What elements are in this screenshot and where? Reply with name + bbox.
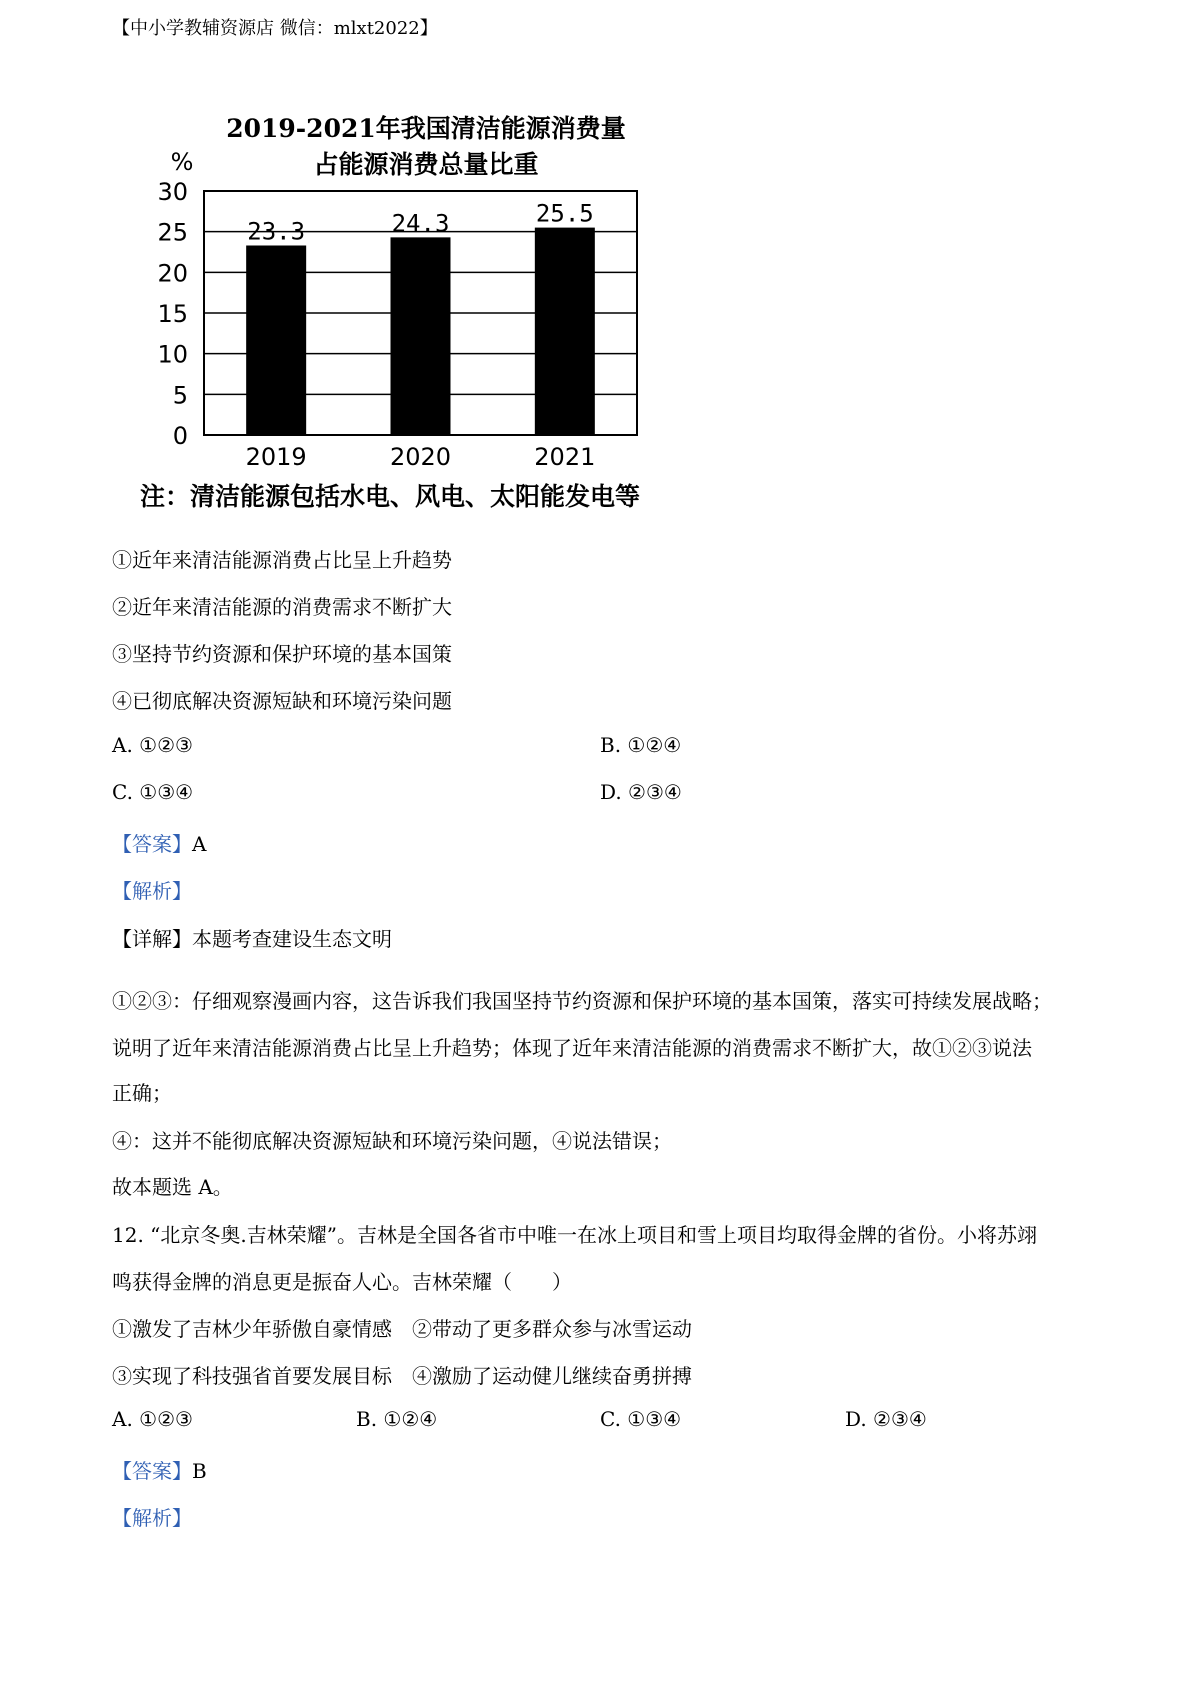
q12-items-line2: ③实现了科技强省首要发展目标 ④激励了运动健儿继续奋勇拼搏 bbox=[112, 1364, 692, 1388]
answer-value: A bbox=[192, 832, 207, 856]
x-tick-label: 2021 bbox=[534, 443, 596, 471]
q12-analysis-tag: 【解析】 bbox=[112, 1506, 192, 1530]
data-label: 24.3 bbox=[391, 209, 450, 238]
chart-bars bbox=[246, 228, 595, 435]
q11-option-c: C. ①③④ bbox=[112, 780, 194, 804]
y-tick-label: 30 bbox=[157, 178, 188, 206]
chart-title-line2: 占能源消费总量比重 bbox=[313, 150, 539, 179]
q11-answer bbox=[112, 828, 206, 857]
bar-chart bbox=[140, 110, 680, 520]
y-tick-label: 20 bbox=[157, 259, 188, 288]
q12-option-c: C. ①③④ bbox=[600, 1407, 682, 1431]
q12-stem-line2: 鸣获得金牌的消息更是振奋人心。吉林荣耀（ ） bbox=[112, 1270, 572, 1294]
q11-explanation-line2: 说明了近年来清洁能源消费占比呈上升趋势；体现了近年来清洁能源的消费需求不断扩大，故①②③说法 bbox=[112, 1036, 1032, 1060]
chart-title-line1: 2019-2021年我国清洁能源消费量 bbox=[226, 114, 626, 143]
q11-detail: 【详解】本题考查建设生态文明 bbox=[112, 927, 392, 951]
q12-stem-line1: 12. “北京冬奥.吉林荣耀”。吉林是全国各省市中唯一在冰上项目和雪上项目均取得金牌的省份。小将苏翊 bbox=[112, 1223, 1037, 1247]
data-label: 23.3 bbox=[247, 217, 306, 246]
q11-item-2: ②近年来清洁能源的消费需求不断扩大 bbox=[112, 595, 452, 619]
y-tick-labels bbox=[157, 178, 188, 450]
q11-item-1: ①近年来清洁能源消费占比呈上升趋势 bbox=[112, 548, 452, 572]
page-header: 【中小学教辅资源店 微信：mlxt2022】 bbox=[112, 18, 438, 39]
q11-option-a: A. ①②③ bbox=[112, 733, 193, 757]
q11-item-4: ④已彻底解决资源短缺和环境污染问题 bbox=[112, 689, 452, 713]
q11-explanation-line1: ①②③：仔细观察漫画内容，这告诉我们我国坚持节约资源和保护环境的基本国策，落实可持续发展战略； bbox=[112, 989, 1052, 1013]
y-tick-label: 15 bbox=[157, 300, 188, 328]
x-tick-label: 2019 bbox=[245, 443, 307, 471]
chart-note: 注：清洁能源包括水电、风电、太阳能发电等 bbox=[140, 482, 641, 511]
q12-option-b: B. ①②④ bbox=[356, 1407, 438, 1431]
answer-value: B bbox=[192, 1459, 207, 1483]
answer-tag: 【答案】 bbox=[112, 832, 192, 856]
q12-answer bbox=[112, 1455, 207, 1484]
y-tick-label: 10 bbox=[157, 340, 188, 369]
q11-item-3: ③坚持节约资源和保护环境的基本国策 bbox=[112, 642, 452, 666]
q11-analysis-tag: 【解析】 bbox=[112, 879, 192, 903]
x-tick-label: 2020 bbox=[389, 443, 452, 471]
q12-items-line1: ①激发了吉林少年骄傲自豪情感 ②带动了更多群众参与冰雪运动 bbox=[112, 1317, 692, 1341]
q11-conclusion: 故本题选 A。 bbox=[112, 1175, 233, 1199]
y-tick-label: 0 bbox=[172, 422, 188, 450]
q11-explanation-line3: 正确； bbox=[112, 1081, 172, 1105]
answer-tag: 【答案】 bbox=[112, 1459, 192, 1483]
y-axis-unit: % bbox=[170, 148, 194, 176]
q11-option-b: B. ①②④ bbox=[600, 733, 682, 757]
q11-option-d: D. ②③④ bbox=[600, 780, 682, 804]
bar bbox=[246, 245, 306, 435]
data-label: 25.5 bbox=[535, 199, 594, 228]
y-tick-label: 25 bbox=[157, 218, 188, 247]
q12-option-d: D. ②③④ bbox=[845, 1407, 927, 1431]
q12-option-a: A. ①②③ bbox=[112, 1407, 193, 1431]
bar bbox=[535, 228, 595, 435]
q11-explanation-para2: ④：这并不能彻底解决资源短缺和环境污染问题，④说法错误； bbox=[112, 1129, 672, 1153]
bar bbox=[391, 237, 451, 435]
y-tick-label: 5 bbox=[172, 381, 188, 410]
x-tick-labels bbox=[246, 443, 596, 471]
